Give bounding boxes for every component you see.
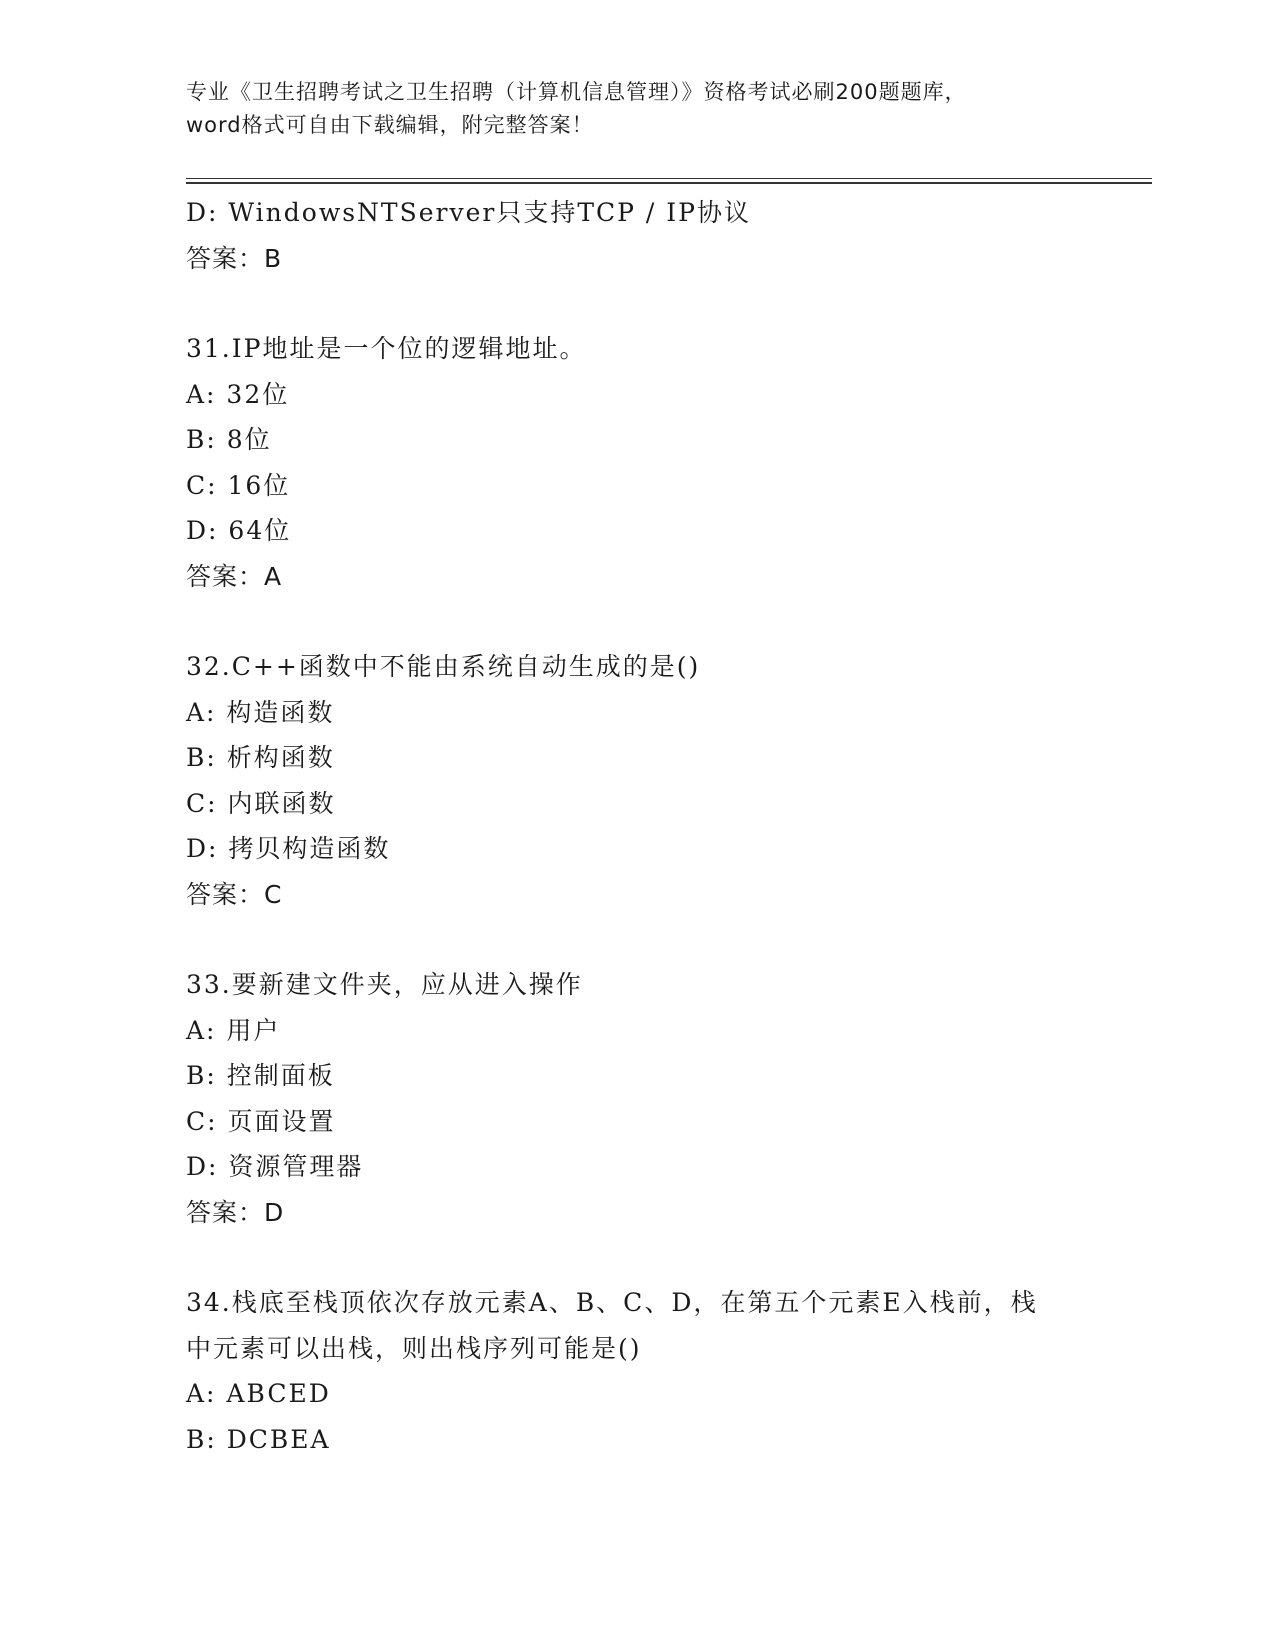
spacer [186,917,1126,962]
question-31 [186,326,1126,599]
answer: 答案：C [186,879,283,909]
question-30-fragment [186,190,1126,281]
question-list [186,190,1126,1462]
header-divider-thick [186,182,1152,184]
question-stem: 32.C++函数中不能由系统自动生成的是() [186,652,701,681]
option-a: A: 构造函数 [186,697,335,727]
option-d: D: 拷贝构造函数 [186,834,391,863]
option-b: B: 8位 [186,425,272,454]
option-d: D: 资源管理器 [186,1152,364,1181]
option-a: A: 32位 [186,379,290,409]
option-a: A: 用户 [186,1015,281,1045]
answer: 答案：B [186,243,283,273]
spacer [186,1235,1126,1280]
option-b: B: 析构函数 [186,743,335,772]
option-d: D: 64位 [186,516,292,545]
option-b: B: 控制面板 [186,1061,335,1090]
question-stem: 33.要新建文件夹，应从进入操作 [186,970,583,999]
spacer [186,599,1126,644]
option-a: A: ABCED [186,1379,331,1408]
option-d: D: WindowsNTServer只支持TCP / IP协议 [186,198,751,227]
document-header [186,76,1086,142]
question-stem-line-1: 34.栈底至栈顶依次存放元素A、B、C、D，在第五个元素E入栈前，栈 [186,1288,1038,1317]
answer: 答案：A [186,561,283,591]
option-c: C: 内联函数 [186,788,336,818]
header-line-2: word格式可自由下载编辑，附完整答案！ [186,113,594,137]
header-divider-thin [186,178,1152,179]
question-32 [186,644,1126,917]
header-line-1: 专业《卫生招聘考试之卫生招聘（计算机信息管理）》资格考试必刷200题题库， [186,80,967,104]
answer: 答案：D [186,1197,285,1227]
option-b: B: DCBEA [186,1424,331,1454]
option-c: C: 16位 [186,470,291,500]
spacer [186,281,1126,326]
question-stem: 31.IP地址是一个位的逻辑地址。 [186,334,587,363]
option-c: C: 页面设置 [186,1106,336,1136]
question-33 [186,962,1126,1235]
question-34 [186,1280,1126,1462]
question-stem-line-2: 中元素可以出栈，则出栈序列可能是() [186,1333,642,1363]
